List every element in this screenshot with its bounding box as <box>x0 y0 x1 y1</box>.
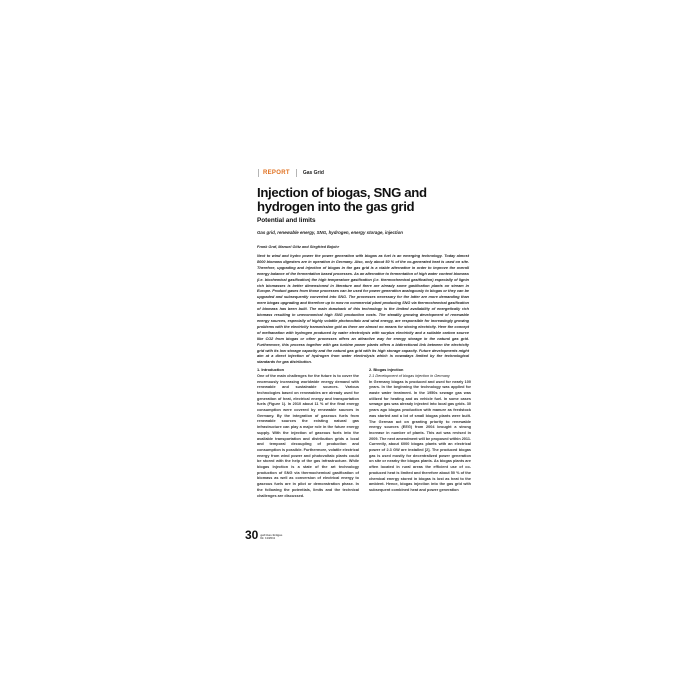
journal-info <box>260 534 282 541</box>
section-heading-introduction: 1. Introduction <box>257 367 285 372</box>
article-authors: Frank Graf, Manuel Götz and Siegfried Bajohr <box>257 245 340 249</box>
column-right <box>369 367 471 494</box>
report-label: REPORT <box>263 170 290 176</box>
report-header <box>258 168 324 178</box>
abstract <box>257 254 469 366</box>
page-footer <box>245 530 282 541</box>
journal-issue: Nr. 11/2011 <box>260 536 276 541</box>
article-title: Injection of biogas, SNG and hydrogen into the gas grid <box>257 185 427 214</box>
column-left <box>257 367 359 499</box>
biogas-body: In Germany biogas is produced and used for nearly 100 years. In the beginning the technology was applied for waste water treatment. In the 1950s sewage gas was utilized for heating and as vehicle fuel. In some cases sewage gas was already injected into local gas grids. 30 years ago biogas production with manure as feedstock was started and a lot of small biogas plants were built. The German act on granting priority to renewable energy sources (EEG) from 2004 brought a strong increase in number of plants. This act was revised in 2009. The next amendment will be proposed within 2011. Currently, about 6000 biogas plants with an electrical power of 2.3 GW are installed [2]. The produced biogas gas is used mostly for decentralized power generation on site or nearby the biogas plants. As biogas plants are often located in rural areas the efficient use of co-produced heat is limited and therefore about 50 % of the chemical energy stored in biogas is lost as heat to the ambient. Hence, biogas injection into the gas grid with subsequent combined heat and power generation <box>369 379 471 492</box>
abstract-text: Next to wind and hydro power the power generation with biogas as fuel is an emerging technology. Today almost 8000 biomass digesters are in operation in Germany. Also, only about 50 % of the co-generated heat is used on site. Therefore, upgrading and injection of biogas in the gas grid is a viable alternative in order to improve the overall energy balance of the fermentation based processes. As an alternative to fermentation of high water content biomass (i.e. biochemical gasification) the high temperature gasification (i.e. thermochemical gasification) especially of lignin rich biomasses is better dimensioned in literature and there are already some gasification plants on stream in Europe. Product gases from those processes can be used for power generation analogously to biogas or they can be upgraded and subsequently converted into SNG. The processes necessary for the latter are more demanding than mere biogas upgrading and therefore up to now no commercial plant producing SNG via thermochemical gasification of biomass has been built. The main drawback of this technology is the limited availability of energetically rich biomass resulting in uneconomical high SNG production costs. The steadily growing development of renewable energy sources, especially of highly volatile photovoltaic and wind energy, are responsible for increasingly growing problems with the electricity transmission grid as there are almost no means for storing electricity. Here the concept of methanation with hydrogen produced by water electrolysis with surplus electricity and a suitable carbon source like CO2 from biogas or other processes offers an attractive way for energy storage in the natural gas grid. Furthermore, this process together with gas turbine power plants offers a bidirectional link between the electricity grid with its low storage capacity and the natural gas grid with its high storage capacity. Future developments might aim at a direct injection of hydrogen from water electrolysis which is nowadays limited by the technological standards for gas distribution. <box>257 254 469 365</box>
page-number: 30 <box>245 528 259 542</box>
header-divider <box>258 169 259 177</box>
section-heading-biogas: 2. Biogas injection <box>369 367 404 372</box>
subsection-heading-biogas-development: 2.1 Development of biogas injection in Germany <box>369 373 450 378</box>
journal-name: gwf-Gas Erdgas <box>260 532 283 537</box>
article-subtitle: Potential and limits <box>257 217 316 224</box>
header-divider <box>296 169 297 177</box>
section-label: Gas Grid <box>302 170 324 176</box>
introduction-body: One of the main challenges for the future is to cover the enormously increasing worldwide energy demand with renewable and sustainable sources. Various technologies based on renewables are already used for generation of heat, electrical energy and transportation fuels (Figure 1). In 2010 about 11 % of the final energy consumption were covered by renewable sources in Germany. By the integration of gaseous fuels from renewable sources the existing natural gas infrastructure can play a major role in the future energy supply. With the injection of gaseous fuels into the available transportation and distribution grids a local and temporal decoupling of production and consumption is possible. Furthermore, volatile electrical energy from wind power and photovoltaic plants could be stored with the help of the gas infrastructure. While biogas injection is a state of the art technology production of SNG via thermochemical gasification of biomass as well as conversion of electrical energy to gaseous fuels are in pilot or demonstration phase. In the following the potentials, limits and the technical challenges are discussed. <box>257 373 359 498</box>
article-keywords: Gas grid, renewable energy, SNG, hydrogen, energy storage, injection <box>257 230 403 235</box>
